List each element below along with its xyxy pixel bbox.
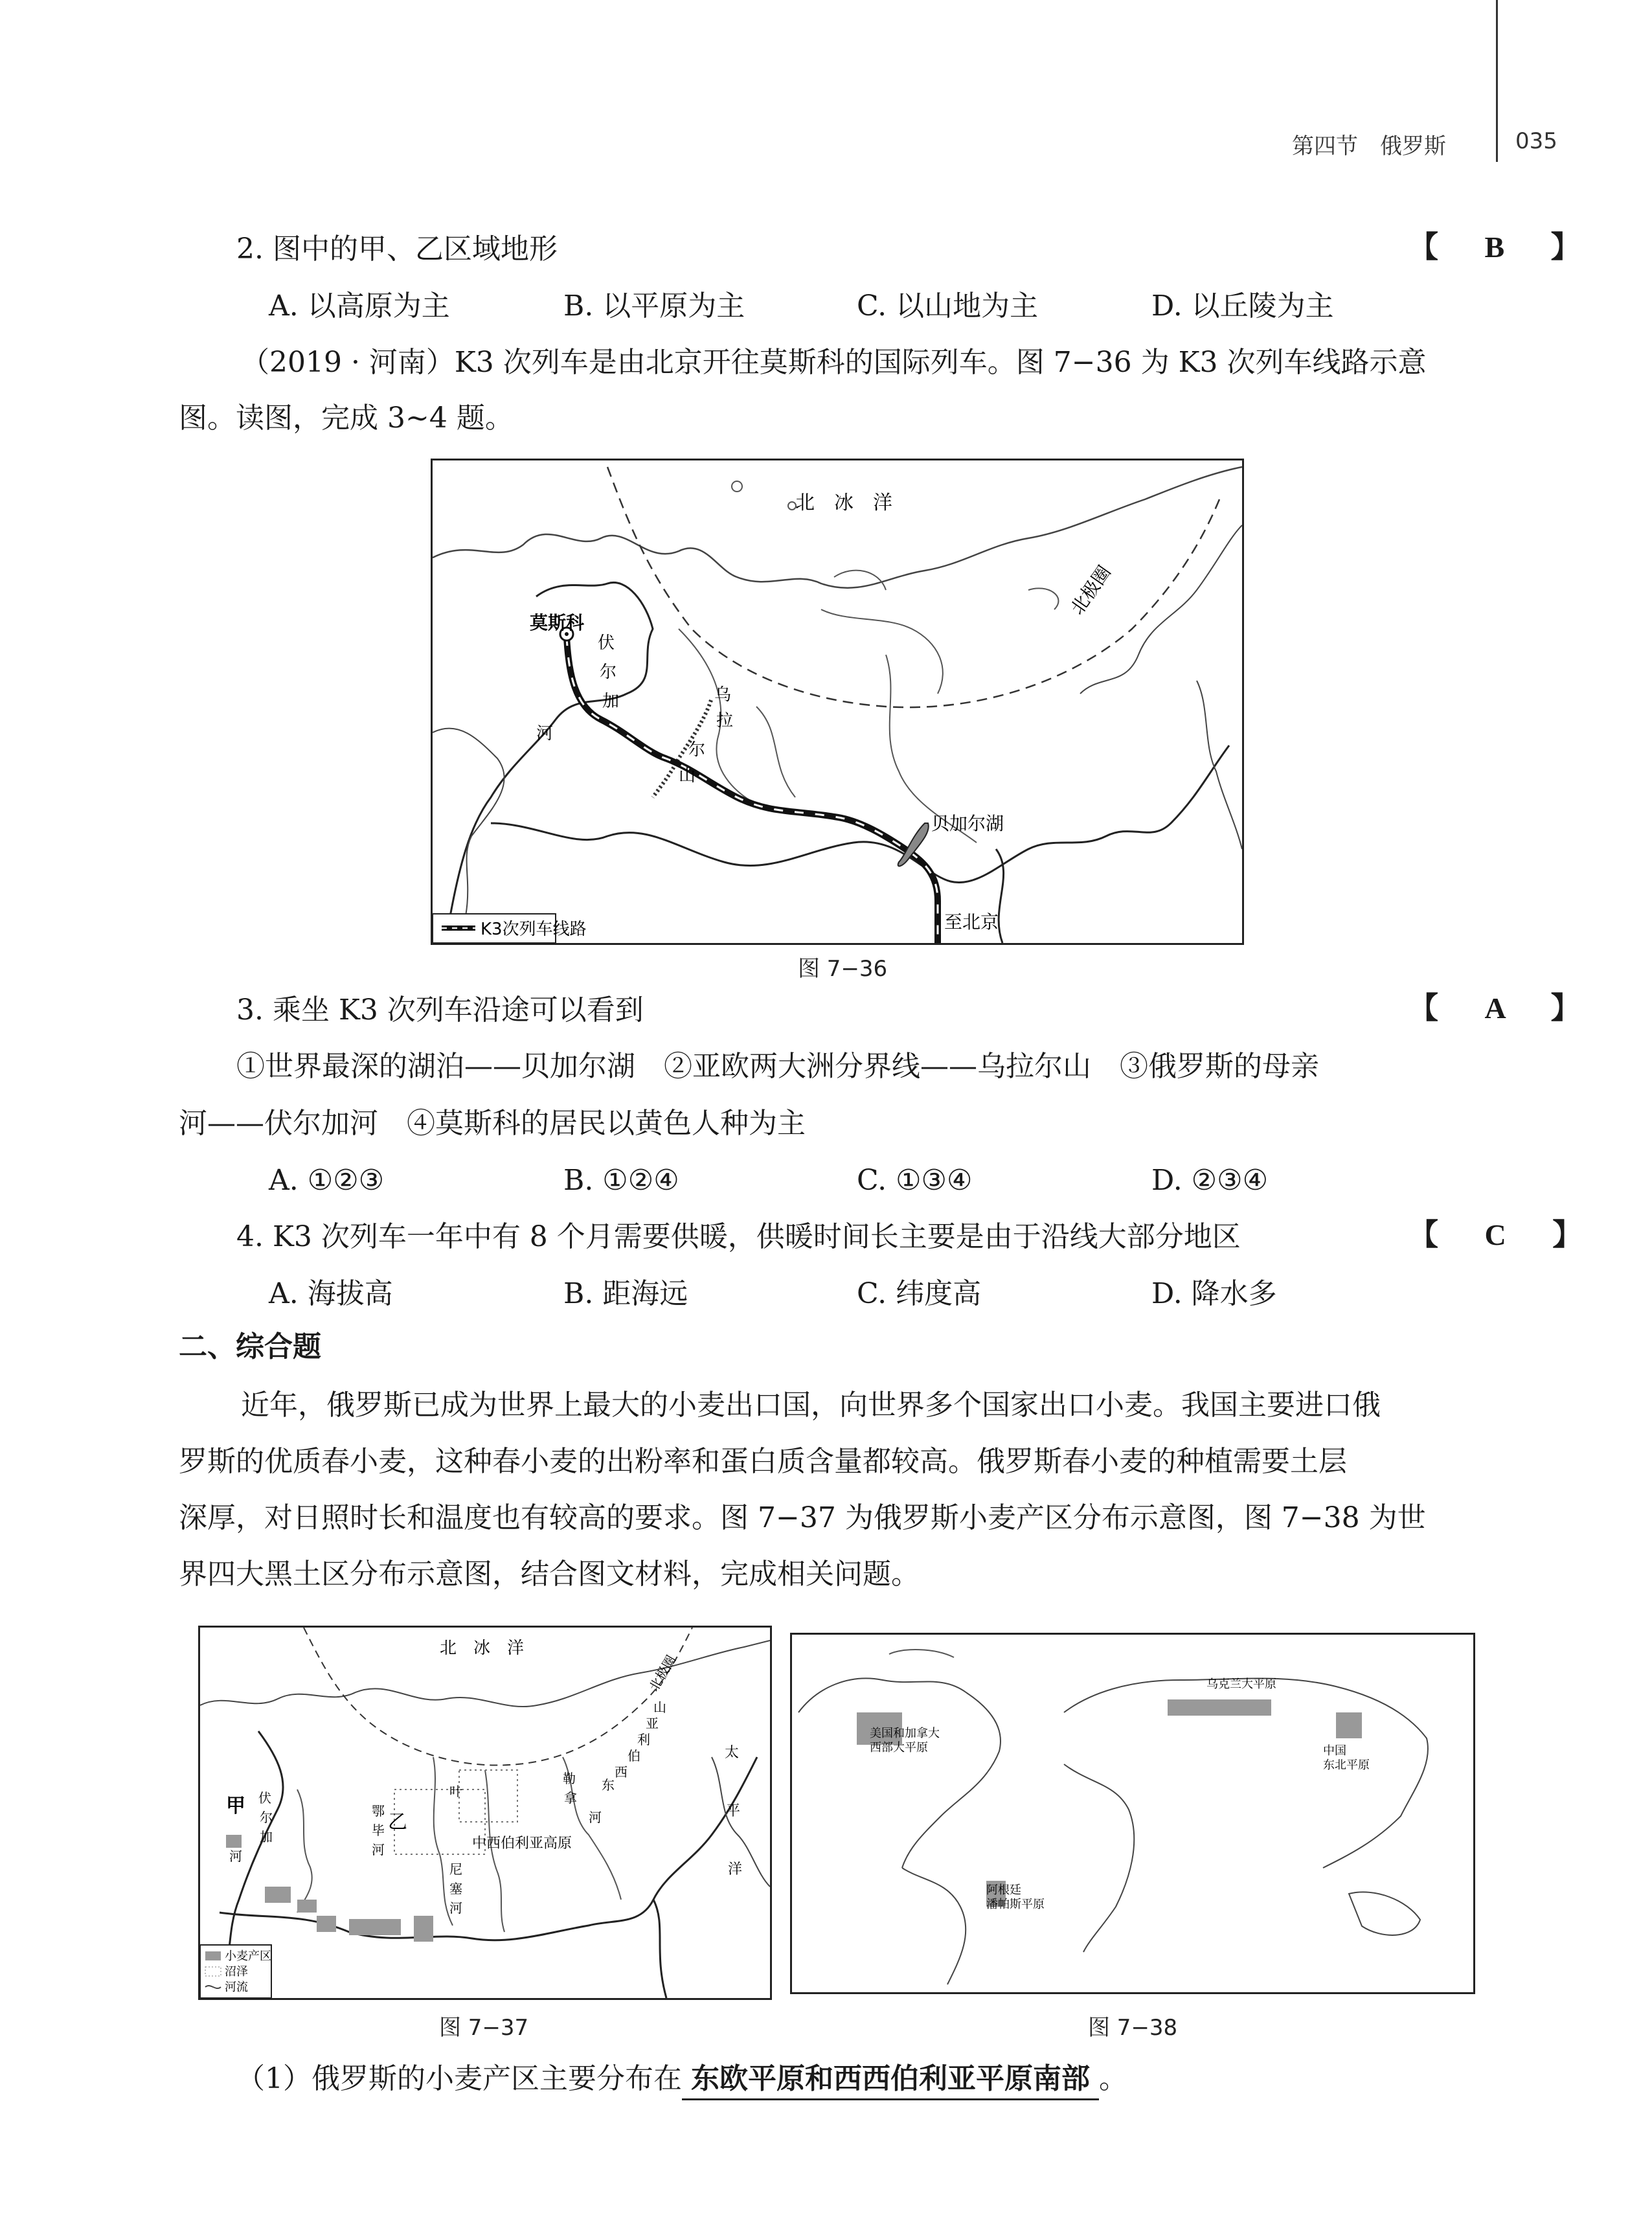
question-2-answer: 【 B 】	[1409, 231, 1600, 264]
question-3-answer: 【 A 】	[1409, 992, 1600, 1025]
fig737-legend-wheat: 小麦产区	[225, 1949, 271, 1963]
fig737-yenisei-2: 尼	[449, 1861, 462, 1877]
fig737-jia: 甲	[226, 1795, 245, 1817]
subquestion-1-blank[interactable]	[682, 2060, 1099, 2100]
fig737-ocean: 北 冰 洋	[440, 1639, 525, 1658]
fig737-plateau: 中西伯利亚高原	[472, 1835, 572, 1852]
question-3-stem: 3. 乘坐 K3 次列车沿途可以看到	[236, 994, 644, 1027]
fig738-sa-1: 阿根廷	[986, 1883, 1021, 1897]
fig738-china-1: 中国	[1323, 1744, 1346, 1758]
page-number: 035	[1515, 128, 1557, 154]
volga-3: 加	[602, 692, 620, 711]
fig738-na-2: 西部大平原	[870, 1741, 928, 1755]
fig737-ob-1: 鄂	[372, 1803, 385, 1819]
fig737-pacific-1: 太	[725, 1745, 740, 1761]
volga-4: 河	[536, 724, 554, 744]
fig737-lena-2: 拿	[564, 1790, 577, 1806]
fig737-esib-4: 利	[637, 1732, 650, 1747]
ural-2: 拉	[716, 711, 734, 731]
section-title: 第四节 俄罗斯	[1292, 133, 1446, 159]
fig737-pacific-3: 洋	[728, 1861, 743, 1878]
q3-option-c: C. ①③④	[857, 1164, 973, 1197]
q2-option-d: D. 以丘陵为主	[1151, 290, 1334, 323]
intro-line-2: 图。读图，完成 3~4 题。	[179, 402, 514, 435]
section-2-para-line-1: 近年，俄罗斯已成为世界上最大的小麦出口国，向世界多个国家出口小麦。我国主要进口俄	[241, 1389, 1381, 1422]
fig736-arctic: 北极圈	[1066, 562, 1115, 619]
figure-7-37-map	[198, 1626, 772, 2000]
ural-1: 乌	[714, 685, 732, 705]
q3-statement-line-2: 河——伏尔加河 ④莫斯科的居民以黄色人种为主	[179, 1107, 806, 1140]
figure-7-37-caption: 图 7−37	[439, 2015, 529, 2041]
fig737-lena-3: 河	[589, 1810, 602, 1825]
q2-option-b: B. 以平原为主	[563, 290, 745, 323]
q4-option-c: C. 纬度高	[857, 1277, 982, 1310]
intro-line-1: （2019 · 河南）K3 次列车是由北京开往莫斯科的国际列车。图 7−36 为 K3 次列车线路示意	[241, 346, 1427, 379]
question-2-stem: 2. 图中的甲、乙区域地形	[236, 233, 558, 266]
fig738-china-2: 东北平原	[1323, 1758, 1370, 1772]
fig737-esib-1: 东	[602, 1777, 615, 1793]
fig737-ob-2: 毕	[372, 1823, 385, 1838]
fig737-esib-2: 西	[615, 1764, 628, 1780]
fig737-lena-1: 勒	[563, 1771, 576, 1786]
fig737-esib-6: 山	[653, 1699, 666, 1715]
header-divider	[1496, 0, 1498, 162]
section-2-para-line-4: 界四大黑土区分布示意图，结合图文材料，完成相关问题。	[179, 1558, 920, 1591]
fig736-moscow: 莫斯科	[530, 612, 585, 633]
ural-3: 尔	[688, 740, 706, 760]
fig736-legend: K3次列车线路	[481, 920, 587, 939]
volga-1: 伏	[598, 633, 615, 653]
fig737-ob-3: 河	[372, 1842, 385, 1857]
q4-option-a: A. 海拔高	[269, 1277, 393, 1310]
fig737-yenisei-4: 河	[449, 1900, 462, 1916]
fig737-esib-5: 亚	[646, 1716, 659, 1731]
fig736-baikal: 贝加尔湖	[931, 813, 1004, 834]
fig736-beijing: 至北京	[944, 911, 999, 933]
fig736-ocean: 北 冰 洋	[795, 492, 892, 514]
q4-option-d: D. 降水多	[1151, 1277, 1277, 1310]
ural-4: 山	[679, 766, 696, 786]
fig737-esib-3: 伯	[628, 1748, 640, 1764]
fig737-volga-3: 加	[260, 1829, 273, 1845]
subquestion-1-suffix: 。	[1099, 2062, 1127, 2095]
volga-2: 尔	[600, 663, 617, 682]
q2-option-c: C. 以山地为主	[857, 290, 1039, 323]
subquestion-1-answer: 东欧平原和西西伯利亚平原南部	[691, 2062, 1090, 2095]
subquestion-1	[236, 2060, 1127, 2100]
fig737-yenisei-3: 塞	[449, 1881, 462, 1896]
fig737-arctic: 北极圈	[646, 1652, 679, 1694]
fig738-ukraine: 乌克兰大平原	[1206, 1677, 1276, 1691]
fig737-volga-1: 伏	[258, 1790, 271, 1806]
subquestion-1-prefix: （1）俄罗斯的小麦产区主要分布在	[236, 2062, 682, 2095]
q3-option-a: A. ①②③	[269, 1164, 385, 1197]
section-2-para-line-2: 罗斯的优质春小麦，这种春小麦的出粉率和蛋白质含量都较高。俄罗斯春小麦的种植需要土层	[179, 1445, 1347, 1478]
section-2-para-line-3: 深厚，对日照时长和温度也有较高的要求。图 7−37 为俄罗斯小麦产区分布示意图，图 7−38 为世	[179, 1501, 1426, 1534]
figure-7-38-caption: 图 7−38	[1088, 2015, 1178, 2041]
fig737-volga-4: 河	[229, 1848, 242, 1864]
figure-7-38-map	[790, 1633, 1475, 1994]
q3-statement-line-1: ①世界最深的湖泊——贝加尔湖 ②亚欧两大洲分界线——乌拉尔山 ③俄罗斯的母亲	[236, 1050, 1319, 1083]
q2-option-a: A. 以高原为主	[269, 290, 450, 323]
fig737-yenisei-1: 叶	[449, 1784, 462, 1799]
fig737-legend-river: 河流	[225, 1981, 248, 1994]
fig738-na-1: 美国和加拿大	[870, 1727, 940, 1740]
q3-option-d: D. ②③④	[1151, 1164, 1269, 1197]
question-4-stem: 4. K3 次列车一年中有 8 个月需要供暖，供暖时间长主要是由于沿线大部分地区	[236, 1220, 1241, 1253]
q4-option-b: B. 距海远	[563, 1277, 688, 1310]
question-4-answer: 【 C 】	[1409, 1218, 1602, 1251]
fig737-volga-2: 尔	[260, 1810, 273, 1825]
figure-7-36-caption: 图 7−36	[798, 956, 888, 982]
fig738-sa-2: 潘帕斯平原	[986, 1898, 1045, 1911]
fig737-yi: 乙	[388, 1811, 407, 1834]
figure-7-36-map	[431, 459, 1244, 945]
fig737-legend-swamp: 沼泽	[225, 1965, 248, 1979]
q3-option-b: B. ①②④	[563, 1164, 679, 1197]
section-2-title: 二、综合题	[179, 1330, 321, 1363]
fig737-pacific-2: 平	[726, 1803, 741, 1819]
